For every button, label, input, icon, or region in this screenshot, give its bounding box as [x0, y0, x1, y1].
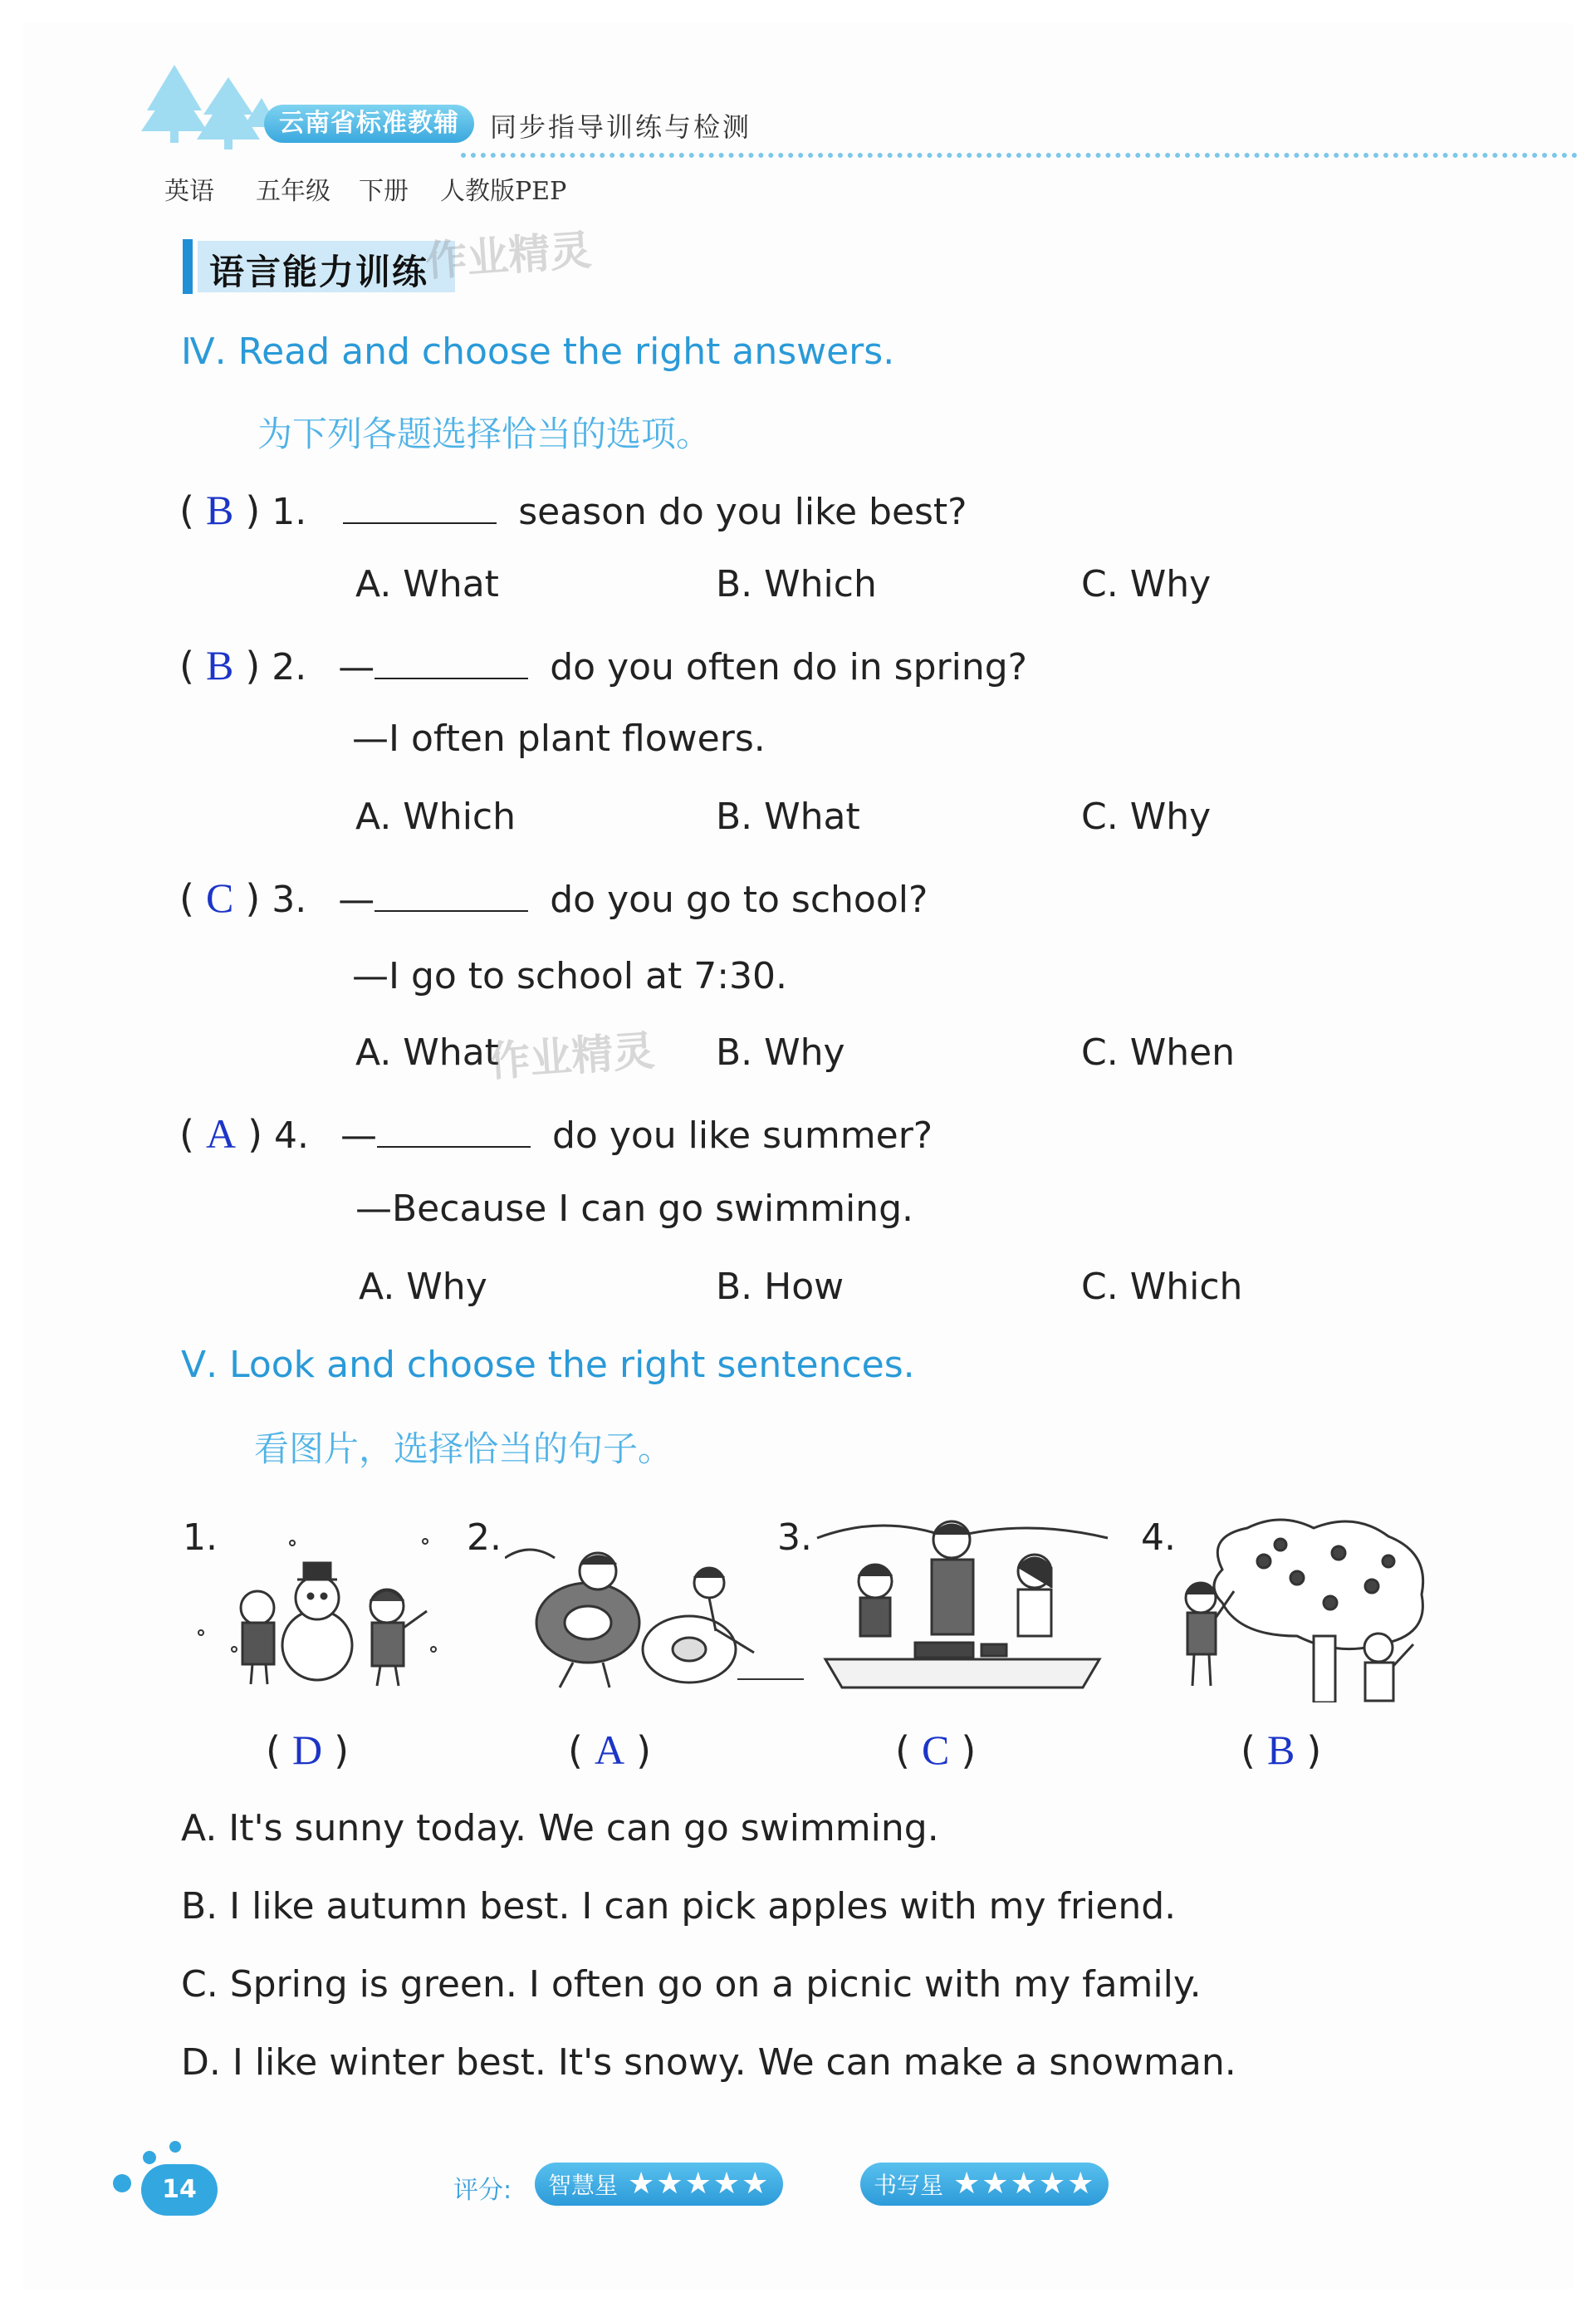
answer-3[interactable]: C [205, 874, 234, 921]
volume-label: 下册 [359, 177, 409, 206]
blank-1[interactable] [343, 494, 497, 524]
wisdom-star-rating[interactable]: ★★★★★ [628, 2167, 771, 2201]
section-marker [183, 239, 193, 294]
q3-option-a[interactable]: A. What [355, 1031, 499, 1074]
subject-label: 英语 [164, 177, 214, 206]
q2-option-b[interactable]: B. What [716, 796, 860, 838]
question-2-reply: —I often plant flowers. [352, 718, 766, 760]
question-1: ( B ) 1. season do you like best? [179, 487, 967, 533]
q2-option-a[interactable]: A. Which [355, 796, 516, 838]
picture-2-answer-letter[interactable]: A [594, 1727, 625, 1773]
part-4-subtitle: 为下列各题选择恰当的选项。 [257, 414, 712, 454]
writing-star-badge [860, 2163, 1109, 2206]
series-badge: 云南省标准教辅 [264, 105, 474, 143]
picture-4-number: 4. [1141, 1516, 1176, 1559]
winter-snowman-icon [184, 1525, 458, 1691]
footer-dot [113, 2174, 131, 2192]
sentence-d: D. I like winter best. It's snowy. We can make a snowman. [181, 2041, 1236, 2084]
picture-3-answer: ( C ) [895, 1727, 977, 1773]
blank-2[interactable] [375, 649, 528, 679]
header-divider [461, 153, 1578, 158]
picture-2-answer: ( A ) [568, 1727, 652, 1773]
edition-label: 人教版PEP [440, 177, 567, 206]
writing-star-label: 书写星 [874, 2172, 944, 2199]
blank-4[interactable] [377, 1118, 531, 1148]
footer-dot [169, 2141, 181, 2153]
sentence-a: A. It's sunny today. We can go swimming. [181, 1807, 939, 1849]
question-4-number: 4. [274, 1114, 309, 1157]
part-5-title: Ⅴ. Look and choose the right sentences. [181, 1344, 915, 1386]
q1-option-b[interactable]: B. Which [716, 563, 877, 605]
sentence-c: C. Spring is green. I often go on a picnic with my family. [181, 1963, 1202, 2006]
picture-1-answer-letter[interactable]: D [291, 1727, 323, 1773]
watermark: 作业精灵 [423, 226, 594, 286]
spring-picnic-icon [809, 1505, 1116, 1696]
q4-option-b[interactable]: B. How [716, 1266, 845, 1308]
picture-1-answer: ( D ) [266, 1727, 350, 1773]
q2-option-c[interactable]: C. Why [1081, 796, 1212, 838]
q4-option-c[interactable]: C. Which [1081, 1266, 1243, 1308]
question-3: ( C ) 3. — do you go to school? [179, 874, 928, 921]
question-2: ( B ) 2. — do you often do in spring? [179, 642, 1028, 688]
autumn-apple-picking-icon [1173, 1511, 1438, 1702]
picture-3-answer-letter[interactable]: C [921, 1727, 950, 1773]
part-5-subtitle: 看图片，选择恰当的句子。 [254, 1428, 673, 1469]
q3-option-b[interactable]: B. Why [716, 1031, 845, 1074]
q4-option-a[interactable]: A. Why [359, 1266, 487, 1308]
answer-1[interactable]: B [205, 487, 234, 533]
answer-2[interactable]: B [205, 642, 234, 688]
part-4-title: Ⅳ. Read and choose the right answers. [181, 331, 895, 373]
question-1-text: season do you like best? [518, 491, 967, 533]
picture-1-number: 1. [183, 1516, 218, 1559]
blank-3[interactable] [375, 882, 528, 912]
grade-label: 五年级 [256, 177, 330, 206]
question-3-text: do you go to school? [550, 879, 928, 921]
tree-logo-icon [137, 65, 278, 156]
question-1-number: 1. [272, 491, 307, 533]
series-title: 同步指导训练与检测 [490, 111, 752, 143]
question-4: ( A ) 4. — do you like summer? [179, 1110, 933, 1157]
picture-4-answer-letter[interactable]: B [1266, 1727, 1295, 1773]
wisdom-star-label: 智慧星 [548, 2172, 619, 2199]
section-title: 语言能力训练 [209, 252, 429, 292]
footer-dot [143, 2151, 156, 2164]
picture-4-answer: ( B ) [1241, 1727, 1322, 1773]
q3-option-c[interactable]: C. When [1081, 1031, 1236, 1074]
wisdom-star-badge [535, 2163, 783, 2206]
q1-option-a[interactable]: A. What [355, 563, 499, 605]
question-4-text: do you like summer? [552, 1114, 933, 1157]
writing-star-rating[interactable]: ★★★★★ [953, 2167, 1096, 2201]
picture-3-number: 3. [777, 1516, 812, 1559]
question-3-reply: —I go to school at 7:30. [352, 955, 788, 997]
score-label: 评分: [453, 2176, 512, 2205]
question-2-number: 2. [272, 646, 307, 688]
answer-4[interactable]: A [205, 1110, 237, 1157]
question-2-text: do you often do in spring? [550, 646, 1028, 688]
sentence-b: B. I like autumn best. I can pick apples with my friend. [181, 1885, 1177, 1927]
question-4-reply: —Because I can go swimming. [355, 1188, 913, 1230]
watermark-2: 作业精灵 [487, 1026, 657, 1086]
question-3-number: 3. [272, 879, 307, 921]
picture-2-number: 2. [467, 1516, 502, 1559]
page-number: 14 [141, 2164, 218, 2216]
summer-swimming-icon [505, 1525, 804, 1699]
q1-option-c[interactable]: C. Why [1081, 563, 1212, 605]
